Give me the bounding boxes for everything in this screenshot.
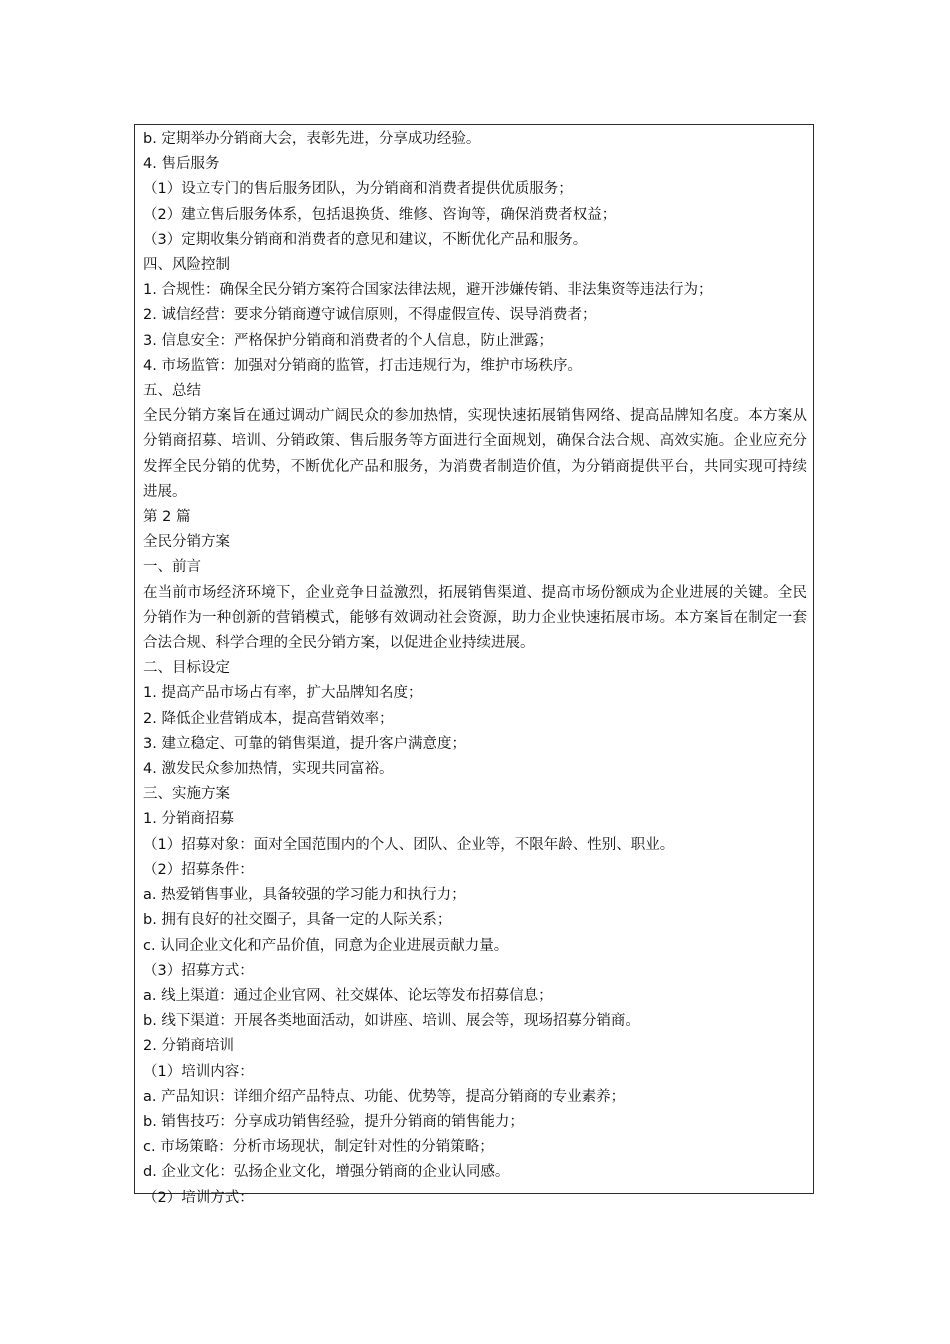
text-line: （1）培训内容：	[143, 1063, 254, 1080]
text-line: （2）建立售后服务体系，包括退换货、维修、咨询等，确保消费者权益；	[143, 206, 617, 223]
text-line: （1）招募对象：面对全国范围内的个人、团队、企业等，不限年龄、性别、职业。	[143, 836, 675, 853]
text-line: （2）培训方式：	[143, 1189, 254, 1206]
part-label: 第 2 篇	[143, 509, 191, 526]
section-heading: 四、风险控制	[143, 257, 230, 274]
text-line: （1）设立专门的售后服务团队，为分销商和消费者提供优质服务；	[143, 181, 573, 198]
text-line: 2. 诚信经营：要求分销商遵守诚信原则，不得虚假宣传、误导消费者；	[143, 307, 597, 324]
section-heading: 4. 售后服务	[143, 156, 220, 173]
text-line: a. 热爱销售事业，具备较强的学习能力和执行力；	[143, 887, 466, 904]
text-line: a. 线上渠道：通过企业官网、社交媒体、论坛等发布招募信息；	[143, 987, 553, 1004]
text-line: c. 市场策略：分析市场现状，制定针对性的分销策略；	[143, 1139, 494, 1156]
section-heading: 二、目标设定	[143, 660, 230, 677]
text-line: d. 企业文化：弘扬企业文化，增强分销商的企业认同感。	[143, 1164, 510, 1181]
text-line: b. 销售技巧：分享成功销售经验，提升分销商的销售能力；	[143, 1113, 524, 1130]
text-line: 1. 提高产品市场占有率，扩大品牌知名度；	[143, 685, 423, 702]
text-line: c. 认同企业文化和产品价值，同意为企业进展贡献力量。	[143, 937, 509, 954]
text-line: 1. 合规性：确保全民分销方案符合国家法律法规，避开涉嫌传销、非法集资等违法行为；	[143, 282, 713, 299]
text-line: 3. 信息安全：严格保护分销商和消费者的个人信息，防止泄露；	[143, 332, 553, 349]
section-heading: 三、实施方案	[143, 786, 230, 803]
section-heading: 一、前言	[143, 559, 201, 576]
text-line: （3）定期收集分销商和消费者的意见和建议，不断优化产品和服务。	[143, 231, 588, 248]
text-line: b. 定期举办分销商大会，表彰先进，分享成功经验。	[143, 131, 481, 147]
section-heading: 五、总结	[143, 383, 201, 400]
text-line: （2）招募条件：	[143, 861, 254, 878]
subsection-heading: 1. 分销商招募	[143, 811, 234, 828]
text-line: a. 产品知识：详细介绍产品特点、功能、优势等，提高分销商的专业素养；	[143, 1088, 626, 1105]
subsection-heading: 2. 分销商培训	[143, 1038, 234, 1055]
summary-paragraph: 全民分销方案旨在通过调动广阔民众的参加热情，实现快速拓展销售网络、提高品牌知名度。本方案从分销商招募、培训、分销政策、售后服务等方面进行全面规划，确保合法合规、高效实施。企业应充分发挥全民分销的优势，不断优化产品和服务，为消费者制造价值，为分销商提供平台，共同实现可持续进展。	[143, 408, 807, 500]
text-line: b. 拥有良好的社交圈子，具备一定的人际关系；	[143, 912, 452, 929]
text-line: b. 线下渠道：开展各类地面活动，如讲座、培训、展会等，现场招募分销商。	[143, 1013, 640, 1030]
text-line: 2. 降低企业营销成本，提高营销效率；	[143, 710, 394, 727]
text-line: 4. 激发民众参加热情，实现共同富裕。	[143, 761, 394, 778]
text-line: 4. 市场监管：加强对分销商的监管，打击违规行为，维护市场秩序。	[143, 357, 582, 374]
document-page	[134, 124, 814, 1206]
intro-paragraph: 在当前市场经济环境下，企业竞争日益激烈，拓展销售渠道、提高市场份额成为企业进展的关键。全民分销作为一种创新的营销模式，能够有效调动社会资源，助力企业快速拓展市场。本方案旨在制定一套合法合规、科学合理的全民分销方案，以促进企业持续进展。	[143, 584, 807, 652]
text-line: （3）招募方式：	[143, 962, 254, 979]
text-line: 3. 建立稳定、可靠的销售渠道，提升客户满意度；	[143, 735, 466, 752]
document-title: 全民分销方案	[143, 534, 230, 551]
